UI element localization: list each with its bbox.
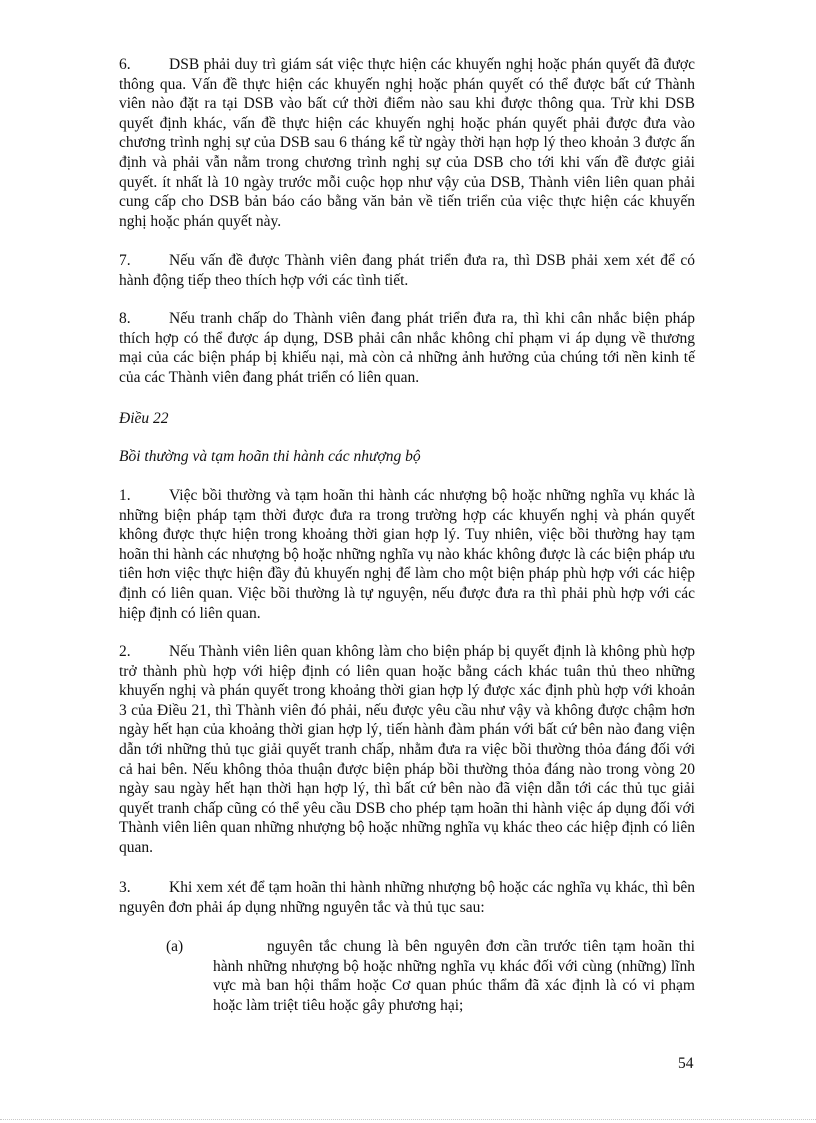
paragraph-number: 8.: [119, 310, 131, 327]
paragraph-8: [119, 309, 695, 387]
subitem-text: nguyên tắc chung là bên nguyên đơn cần trước tiên tạm hoãn thi hành những nhượng bộ hoặc những nghĩa vụ khác đối với cùng (những) lĩnh vực mà ban hội thẩm hoặc Cơ quan phúc thẩm đã xác định là có vi phạm hoặc làm triệt tiêu hoặc gây phương hại;: [213, 938, 695, 1014]
clause-number: 1.: [119, 487, 131, 504]
clause-text: Nếu Thành viên liên quan không làm cho biện pháp bị quyết định là không phù hợp trở thành phù hợp với hiệp định có liên quan hoặc bằng cách khác tuân thủ theo những khuyến nghị và phán quyết trong khoảng thời gian hợp lý được xác định phù hợp với khoản 3 của Điều 21, thì Thành viên đó phải, nếu được yêu cầu như vậy và không được chậm hơn ngày hết hạn của khoảng thời gian hợp lý, tiến hành đàm phán với bất cứ bên nào đang viện dẫn tới những thủ tục giải quyết tranh chấp, nhằm đưa ra việc bồi thường thỏa đáng đối với cả hai bên. Nếu không thỏa thuận được biện pháp bồi thường thỏa đáng nào trong vòng 20 ngày sau ngày hết hạn thời hạn hợp lý, thì bất cứ bên nào đã viện dẫn tới các thủ tục giải quyết tranh chấp cũng có thể yêu cầu DSB cho phép tạm hoãn thi hành việc áp dụng đối với Thành viên liên quan những nhượng bộ hoặc những nghĩa vụ khác theo các hiệp định có liên quan.: [119, 643, 695, 856]
page-number: 54: [678, 1055, 694, 1072]
paragraph-6: [119, 55, 695, 231]
clause-number: 3.: [119, 879, 131, 896]
clause-2: [119, 642, 695, 858]
paragraph-text: Nếu tranh chấp do Thành viên đang phát triển đưa ra, thì khi cân nhắc biện pháp thích hợp có thể được áp dụng, DSB phải cân nhắc không chỉ phạm vi áp dụng về thương mại của các biện pháp bị khiếu nại, mà còn cả những ảnh hưởng của chúng tới nền kinh tế của các Thành viên đang phát triển có liên quan.: [119, 310, 695, 386]
clause-3: [119, 878, 695, 917]
article-subtitle: Bồi thường và tạm hoãn thi hành các nhượng bộ: [119, 448, 421, 465]
paragraph-text: DSB phải duy trì giám sát việc thực hiện các khuyến nghị hoặc phán quyết đã được thông qua. Vấn đề thực hiện các khuyến nghị hoặc phán quyết có thể được bất cứ Thành viên nào đặt ra tại DSB vào bất cứ thời điểm nào sau khi được thông qua. Trừ khi DSB quyết định khác, vấn đề thực hiện các khuyến nghị hoặc phán quyết phải được đưa vào chương trình nghị sự của DSB sau 6 tháng kể từ ngày thời hạn hợp lý theo khoản 3 được ấn định và phải vẫn nằm trong chương trình nghị sự của DSB cho tới khi vấn đề được giải quyết. ít nhất là 10 ngày trước mỗi cuộc họp như vậy của DSB, Thành viên liên quan phải cung cấp cho DSB bản báo cáo bằng văn bản về tiến triển của việc thực hiện các khuyến nghị hoặc phán quyết này.: [119, 56, 695, 230]
subitem-a: [166, 937, 695, 1015]
subitem-label: (a): [166, 938, 184, 955]
clause-1: [119, 486, 695, 623]
paragraph-7: [119, 251, 695, 290]
paragraph-text: Nếu vấn đề được Thành viên đang phát triển đưa ra, thì DSB phải xem xét để có hành động tiếp theo thích hợp với các tình tiết.: [119, 252, 695, 289]
article-title: Điều 22: [119, 410, 169, 427]
paragraph-number: 7.: [119, 252, 131, 269]
clause-text: Khi xem xét để tạm hoãn thi hành những nhượng bộ hoặc các nghĩa vụ khác, thì bên nguyên đơn phải áp dụng những nguyên tắc và thủ tục sau:: [119, 879, 695, 916]
clause-text: Việc bồi thường và tạm hoãn thi hành các nhượng bộ hoặc những nghĩa vụ khác là những biện pháp tạm thời được đưa ra trong trường hợp các khuyến nghị và phán quyết không được thực hiện trong khoảng thời gian hợp lý. Tuy nhiên, việc bồi thường hay tạm hoãn thi hành các nhượng bộ hoặc những nghĩa vụ nào khác không được là các biện pháp ưu tiên hơn việc thực hiện đầy đủ khuyến nghị để làm cho một biện pháp phù hợp với các hiệp định có liên quan. Việc bồi thường là tự nguyện, nếu được đưa ra thì phải phù hợp với các hiệp định có liên quan.: [119, 487, 695, 622]
clause-number: 2.: [119, 643, 131, 660]
page-bottom-divider: [0, 1119, 816, 1120]
paragraph-number: 6.: [119, 56, 131, 73]
